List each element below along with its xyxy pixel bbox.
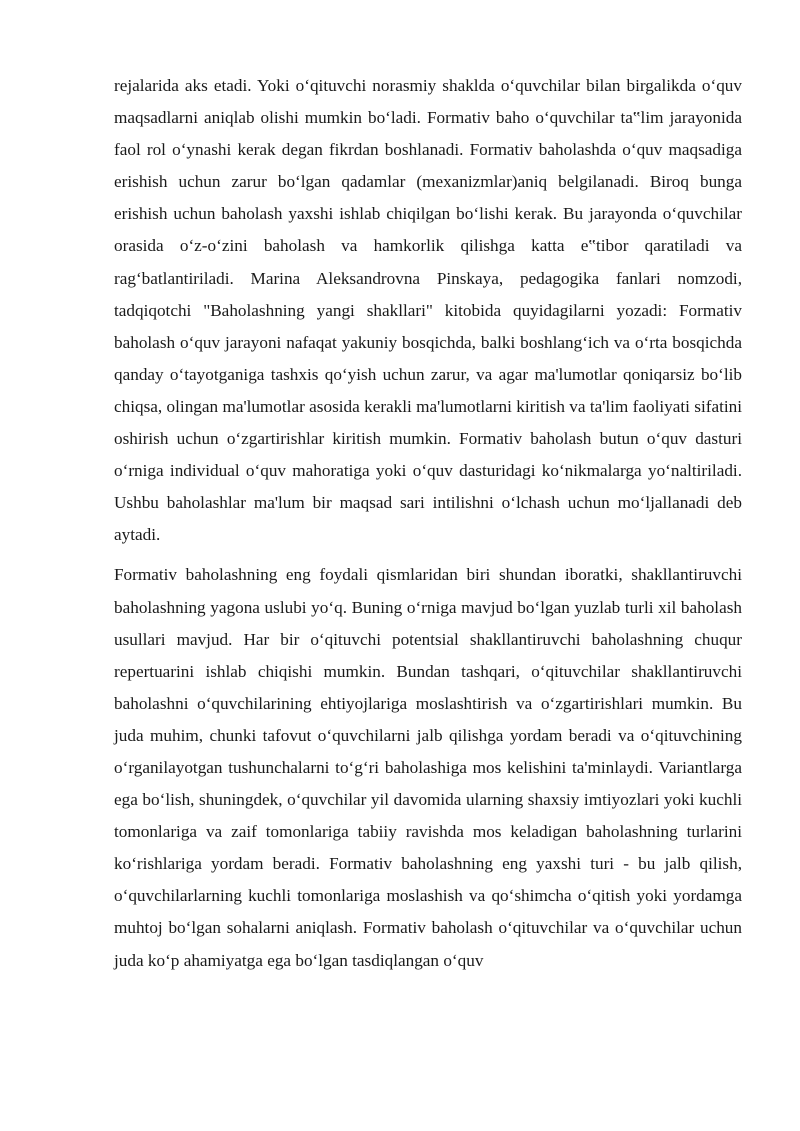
document-page bbox=[114, 70, 742, 977]
paragraph-1: rejalarida aks etadi. Yoki o‘qituvchi norasmiy shaklda o‘quvchilar bilan birgalikda o‘quv maqsadlarni aniqlab olishi mumkin bo‘ladi. Formativ baho o‘quvchilar ta‟lim jarayonida faol rol o‘ynashi kerak degan fikrdan boshlanadi. Formativ baholashda o‘quv maqsadiga erishish uchun zarur bo‘lgan qadamlar (mexanizmlar)aniq belgilanadi. Biroq bunga erishish uchun baholash yaxshi ishlab chiqilgan bo‘lishi kerak. Bu jarayonda o‘quvchilar orasida o‘z-o‘zini baholash va hamkorlik qilishga katta e‟tibor qaratiladi va rag‘batlantiriladi. Marina Aleksandrovna Pinskaya, pedagogika fanlari nomzodi, tadqiqotchi "Baholashning yangi shakllari" kitobida quyidagilarni yozadi: Formativ baholash o‘quv jarayoni nafaqat yakuniy bosqichda, balki boshlang‘ich va o‘rta bosqichda qanday o‘tayotganiga tashxis qo‘yish uchun zarur, va agar ma'lumotlar qoniqarsiz bo‘lib chiqsa, olingan ma'lumotlar asosida kerakli ma'lumotlarni kiritish va ta'lim faoliyati sifatini oshirish uchun o‘zgartirishlar kiritish mumkin. Formativ baholash butun o‘quv dasturi o‘rniga individual o‘quv mahoratiga yoki o‘quv dasturidagi ko‘nikmalarga yo‘naltiriladi. Ushbu baholashlar ma'lum bir maqsad sari intilishni o‘lchash uchun mo‘ljallanadi deb aytadi. bbox=[114, 76, 742, 545]
paragraph-2: Formativ baholashning eng foydali qismlaridan biri shundan iboratki, shakllantiruvchi baholashning yagona uslubi yo‘q. Buning o‘rniga mavjud bo‘lgan yuzlab turli xil baholash usullari mavjud. Har bir o‘qituvchi potentsial shakllantiruvchi baholashning chuqur repertuarini ishlab chiqishi mumkin. Bundan tashqari, o‘qituvchilar shakllantiruvchi baholashni o‘quvchilarining ehtiyojlariga moslashtirish va o‘zgartirishlari mumkin. Bu juda muhim, chunki tafovut o‘quvchilarni jalb qilishga yordam beradi va o‘qituvchining o‘rganilayotgan tushunchalarni to‘g‘ri baholashiga mos kelishini ta'minlaydi. Variantlarga ega bo‘lish, shuningdek, o‘quvchilar yil davomida ularning shaxsiy imtiyozlari yoki kuchli tomonlariga va zaif tomonlariga tabiiy ravishda mos keladigan baholashning turlarini ko‘rishlariga yordam beradi. Formativ baholashning eng yaxshi turi - bu jalb qilish, o‘quvchilarlarning kuchli tomonlariga moslashish va qo‘shimcha o‘qitish yoki yordamga muhtoj bo‘lgan sohalarni aniqlash. Formativ baholash o‘qituvchilar va o‘quvchilar uchun juda ko‘p ahamiyatga ega bo‘lgan tasdiqlangan o‘quv bbox=[114, 565, 742, 970]
